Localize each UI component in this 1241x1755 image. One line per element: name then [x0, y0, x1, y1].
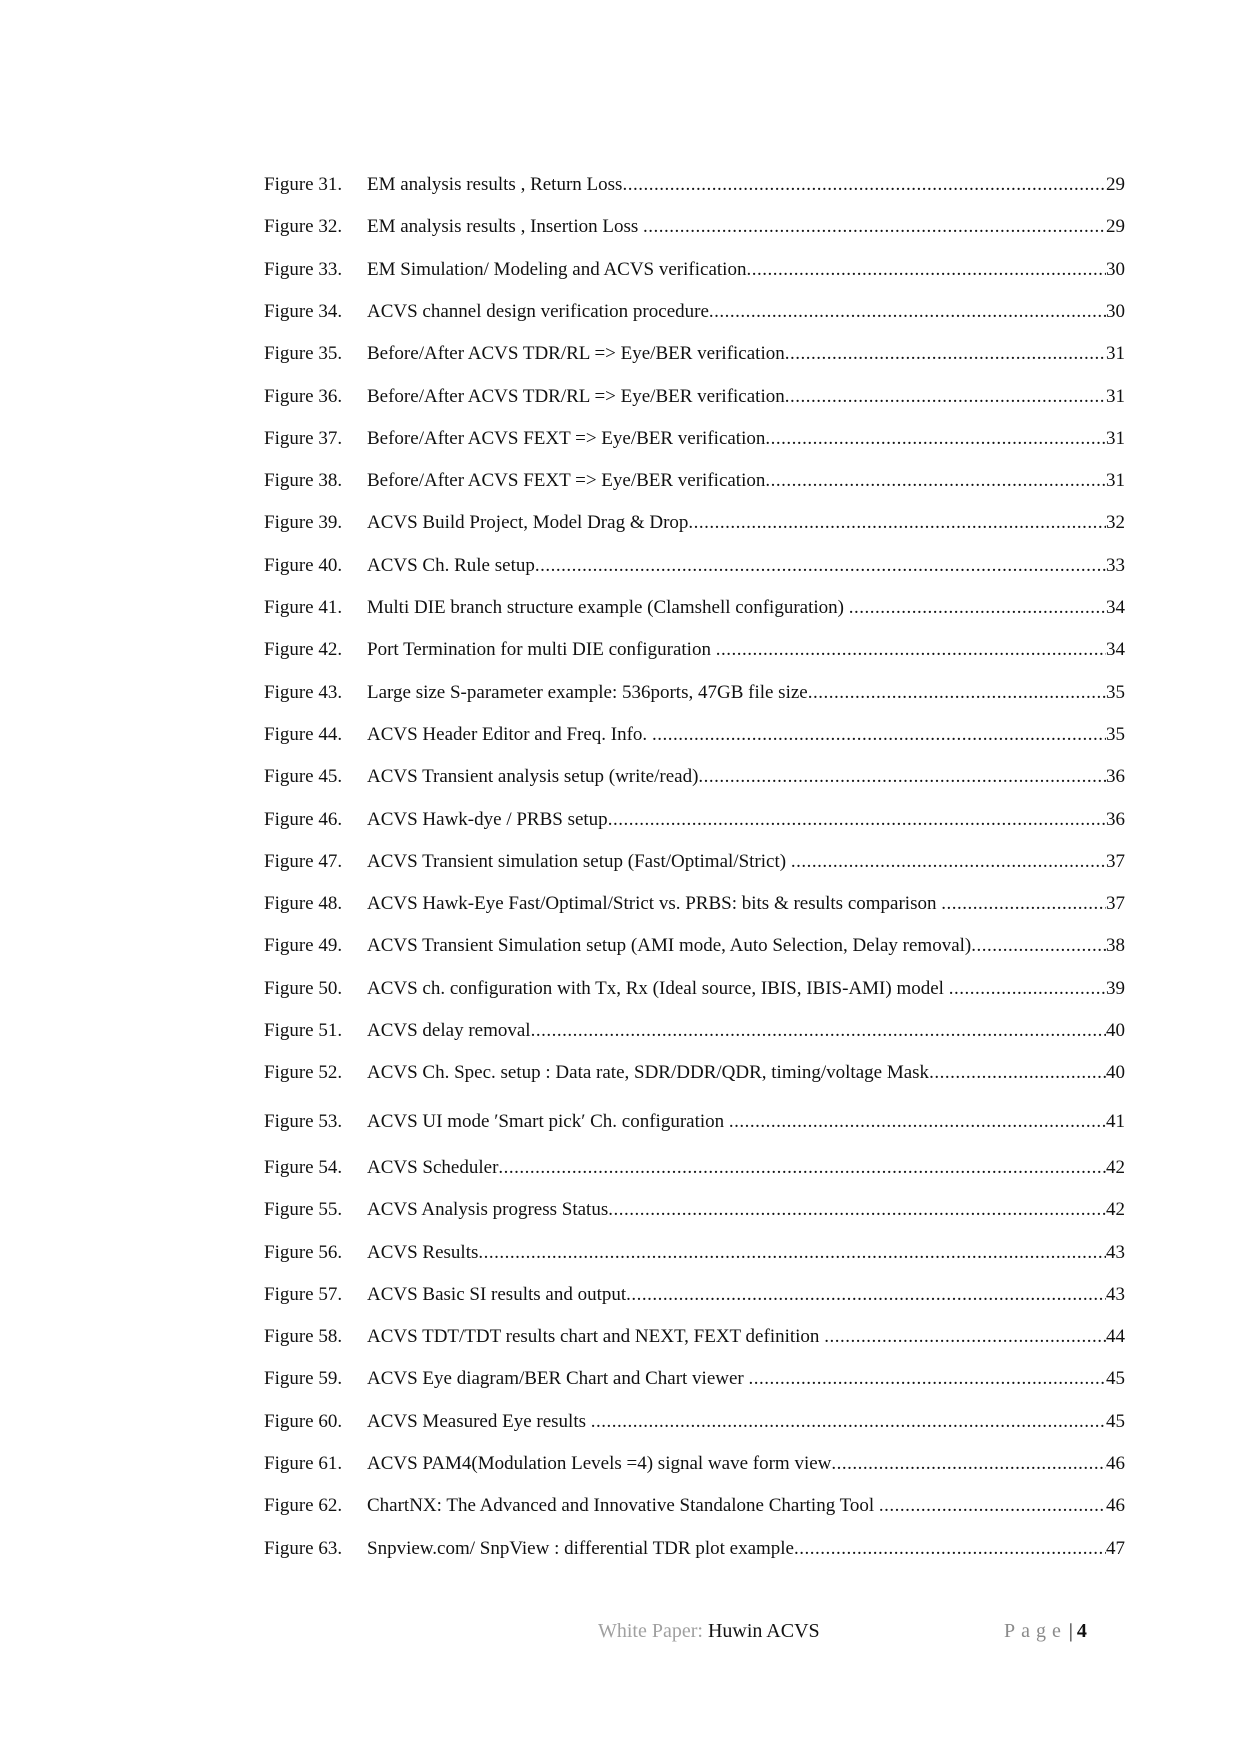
figure-entry[interactable] [264, 1491, 1125, 1521]
figure-page-number: 36 [1106, 766, 1125, 787]
footer-document-title [598, 1616, 820, 1646]
figure-label: Figure 60. [264, 1411, 343, 1432]
figure-title: Multi DIE branch structure example (Clamshell configuration) [367, 597, 849, 618]
figure-page-number: 38 [1106, 935, 1125, 956]
dot-leader [608, 805, 1106, 835]
figure-page-number: 34 [1106, 639, 1125, 660]
figure-title: EM analysis results , Insertion Loss [367, 216, 644, 237]
dot-leader [643, 212, 1106, 242]
figure-title: ACVS channel design verification procedure [367, 301, 709, 322]
figure-entry[interactable] [264, 974, 1125, 1004]
figure-label: Figure 44. [264, 724, 343, 745]
figure-label: Figure 53. [264, 1111, 343, 1132]
figure-label: Figure 62. [264, 1495, 343, 1516]
figure-label: Figure 49. [264, 935, 343, 956]
figure-page-number: 47 [1106, 1538, 1125, 1559]
figure-label: Figure 51. [264, 1020, 343, 1041]
dot-leader [949, 974, 1106, 1004]
figure-entry[interactable] [264, 720, 1125, 750]
dot-leader [785, 339, 1106, 369]
dot-leader [622, 170, 1106, 200]
figure-title: Before/After ACVS TDR/RL => Eye/BER verification [367, 386, 785, 407]
figure-title: ACVS ch. configuration with Tx, Rx (Ideal source, IBIS, IBIS-AMI) model [367, 978, 949, 999]
figure-entry[interactable] [264, 508, 1125, 538]
figure-entry[interactable] [264, 1195, 1125, 1225]
figure-title: ACVS Ch. Rule setup [367, 555, 535, 576]
dot-leader [698, 762, 1106, 792]
figure-page-number: 42 [1106, 1157, 1125, 1178]
dot-leader [785, 382, 1106, 412]
dot-leader [808, 678, 1106, 708]
dot-leader [831, 1449, 1106, 1479]
figure-label: Figure 46. [264, 809, 343, 830]
figure-title: ACVS Transient simulation setup (Fast/Optimal/Strict) [367, 851, 791, 872]
figure-label: Figure 56. [264, 1242, 343, 1263]
figure-label: Figure 63. [264, 1538, 343, 1559]
figure-entry[interactable] [264, 1016, 1125, 1046]
figure-label: Figure 54. [264, 1157, 343, 1178]
figure-title: ACVS Analysis progress Status [367, 1199, 609, 1220]
figure-title: Snpview.com/ SnpView : differential TDR plot example [367, 1538, 794, 1559]
figure-title: Before/After ACVS TDR/RL => Eye/BER verification [367, 343, 785, 364]
figure-page-number: 46 [1106, 1495, 1125, 1516]
figure-page-number: 43 [1106, 1284, 1125, 1305]
figure-page-number: 31 [1106, 386, 1125, 407]
figure-entry[interactable] [264, 1407, 1125, 1437]
figure-label: Figure 38. [264, 470, 343, 491]
dot-leader [626, 1280, 1106, 1310]
figure-label: Figure 39. [264, 512, 343, 533]
figure-title: ACVS TDT/TDT results chart and NEXT, FEXT definition [367, 1326, 825, 1347]
dot-leader [971, 931, 1106, 961]
dot-leader [824, 1322, 1106, 1352]
figure-label: Figure 36. [264, 386, 343, 407]
figure-entry[interactable] [264, 762, 1125, 792]
figure-entry[interactable] [264, 297, 1125, 327]
figure-entry[interactable] [264, 678, 1125, 708]
figure-title: Before/After ACVS FEXT => Eye/BER verification [367, 470, 766, 491]
figure-entry[interactable] [264, 1449, 1125, 1479]
dot-leader [652, 720, 1106, 750]
figure-label: Figure 33. [264, 259, 343, 280]
figure-label: Figure 45. [264, 766, 343, 787]
page-footer [0, 1616, 1241, 1646]
figure-page-number: 30 [1106, 301, 1125, 322]
dot-leader [749, 1364, 1106, 1394]
figure-page-number: 31 [1106, 470, 1125, 491]
figure-label: Figure 52. [264, 1062, 343, 1083]
figure-entry[interactable] [264, 1280, 1125, 1310]
figure-entry[interactable] [264, 255, 1125, 285]
figure-entry[interactable] [264, 805, 1125, 835]
figure-title: ACVS Transient Simulation setup (AMI mode, Auto Selection, Delay removal) [367, 935, 972, 956]
dot-leader [608, 1195, 1106, 1225]
dot-leader [729, 1107, 1106, 1137]
dot-leader [716, 635, 1106, 665]
figure-entry[interactable] [264, 1534, 1125, 1564]
figure-title: ACVS delay removal [367, 1020, 531, 1041]
figure-entry[interactable] [264, 593, 1125, 623]
dot-leader [765, 466, 1106, 496]
dot-leader [849, 593, 1106, 623]
dot-leader [941, 889, 1106, 919]
figure-page-number: 43 [1106, 1242, 1125, 1263]
figure-page-number: 37 [1106, 893, 1125, 914]
figure-entry[interactable] [264, 1058, 1125, 1088]
figure-entry[interactable] [264, 889, 1125, 919]
footer-page-word: Page [1004, 1620, 1067, 1642]
figure-title: ACVS Hawk-dye / PRBS setup [367, 809, 608, 830]
figure-title: EM analysis results , Return Loss [367, 174, 623, 195]
figure-label: Figure 48. [264, 893, 343, 914]
figure-entry[interactable] [264, 847, 1125, 877]
figure-title: ACVS Hawk-Eye Fast/Optimal/Strict vs. PRBS: bits & results comparison [367, 893, 942, 914]
figure-page-number: 34 [1106, 597, 1125, 618]
figure-label: Figure 31. [264, 174, 343, 195]
figure-title: ACVS Ch. Spec. setup : Data rate, SDR/DDR/QDR, timing/voltage Mask [367, 1062, 930, 1083]
figure-page-number: 37 [1106, 851, 1125, 872]
figure-page-number: 36 [1106, 809, 1125, 830]
figure-entry[interactable] [264, 466, 1125, 496]
figure-title: ACVS UI mode ′Smart pick′ Ch. configuration [367, 1111, 729, 1132]
figure-title: ACVS Eye diagram/BER Chart and Chart viewer [367, 1368, 749, 1389]
figure-title: ChartNX: The Advanced and Innovative Standalone Charting Tool [367, 1495, 879, 1516]
figure-title: ACVS PAM4(Modulation Levels =4) signal wave form view [367, 1453, 832, 1474]
footer-document-name: Huwin ACVS [707, 1620, 820, 1642]
figure-entry[interactable] [264, 551, 1125, 581]
figure-page-number: 45 [1106, 1411, 1125, 1432]
figure-page-number: 32 [1106, 512, 1125, 533]
figure-entry[interactable] [264, 1364, 1125, 1394]
dot-leader [478, 1238, 1106, 1268]
dot-leader [794, 1534, 1106, 1564]
figure-entry[interactable] [264, 1238, 1125, 1268]
figure-page-number: 35 [1106, 724, 1125, 745]
figure-title: ACVS Transient analysis setup (write/read) [367, 766, 699, 787]
figure-title: Port Termination for multi DIE configuration [367, 639, 716, 660]
figure-entry[interactable] [264, 424, 1125, 454]
figure-page-number: 29 [1106, 216, 1125, 237]
figure-entry[interactable] [264, 382, 1125, 412]
figure-page-number: 31 [1106, 428, 1125, 449]
figure-label: Figure 58. [264, 1326, 343, 1347]
figure-label: Figure 32. [264, 216, 343, 237]
figure-page-number: 40 [1106, 1020, 1125, 1041]
figure-page-number: 40 [1106, 1062, 1125, 1083]
dot-leader [765, 424, 1106, 454]
dot-leader [709, 297, 1106, 327]
figure-entry[interactable] [264, 1107, 1125, 1137]
figure-title: ACVS Header Editor and Freq. Info. [367, 724, 652, 745]
dot-leader [591, 1407, 1106, 1437]
figure-title: Large size S-parameter example: 536ports, 47GB file size [367, 682, 808, 703]
figure-entry[interactable] [264, 635, 1125, 665]
figure-page-number: 31 [1106, 343, 1125, 364]
figure-label: Figure 61. [264, 1453, 343, 1474]
figure-page-number: 45 [1106, 1368, 1125, 1389]
figure-page-number: 42 [1106, 1199, 1125, 1220]
figure-title: ACVS Measured Eye results [367, 1411, 591, 1432]
dot-leader [791, 847, 1106, 877]
figure-page-number: 33 [1106, 555, 1125, 576]
figure-label: Figure 47. [264, 851, 343, 872]
figure-label: Figure 59. [264, 1368, 343, 1389]
figure-entry[interactable] [264, 339, 1125, 369]
figure-page-number: 41 [1106, 1111, 1125, 1132]
figure-page-number: 46 [1106, 1453, 1125, 1474]
figure-entry[interactable] [264, 931, 1125, 961]
dot-leader [531, 1016, 1106, 1046]
figure-entry[interactable] [264, 170, 1125, 200]
figure-label: Figure 41. [264, 597, 343, 618]
figure-entry[interactable] [264, 1322, 1125, 1352]
figure-label: Figure 34. [264, 301, 343, 322]
figure-title: ACVS Results [367, 1242, 479, 1263]
figure-title: ACVS Scheduler [367, 1157, 499, 1178]
figure-title: ACVS Build Project, Model Drag & Drop [367, 512, 689, 533]
dot-leader [498, 1153, 1106, 1183]
figure-page-number: 35 [1106, 682, 1125, 703]
figure-label: Figure 50. [264, 978, 343, 999]
dot-leader [688, 508, 1106, 538]
figure-title: EM Simulation/ Modeling and ACVS verification [367, 259, 747, 280]
dot-leader [746, 255, 1106, 285]
dot-leader [879, 1491, 1106, 1521]
footer-page-indicator [1004, 1616, 1087, 1646]
dot-leader [535, 551, 1106, 581]
figure-label: Figure 57. [264, 1284, 343, 1305]
figure-page-number: 30 [1106, 259, 1125, 280]
figure-label: Figure 43. [264, 682, 343, 703]
figure-label: Figure 35. [264, 343, 343, 364]
figure-title: ACVS Basic SI results and output [367, 1284, 627, 1305]
figure-page-number: 29 [1106, 174, 1125, 195]
figure-label: Figure 55. [264, 1199, 343, 1220]
dot-leader [929, 1058, 1106, 1088]
figure-entry[interactable] [264, 212, 1125, 242]
figure-label: Figure 37. [264, 428, 343, 449]
figure-title: Before/After ACVS FEXT => Eye/BER verification [367, 428, 766, 449]
figure-label: Figure 40. [264, 555, 343, 576]
figure-page-number: 39 [1106, 978, 1125, 999]
figure-entry[interactable] [264, 1153, 1125, 1183]
footer-page-number: 4 [1076, 1620, 1087, 1642]
footer-separator: | [1068, 1620, 1073, 1642]
figure-label: Figure 42. [264, 639, 343, 660]
figure-page-number: 44 [1106, 1326, 1125, 1347]
footer-prefix: White Paper: [598, 1620, 708, 1642]
